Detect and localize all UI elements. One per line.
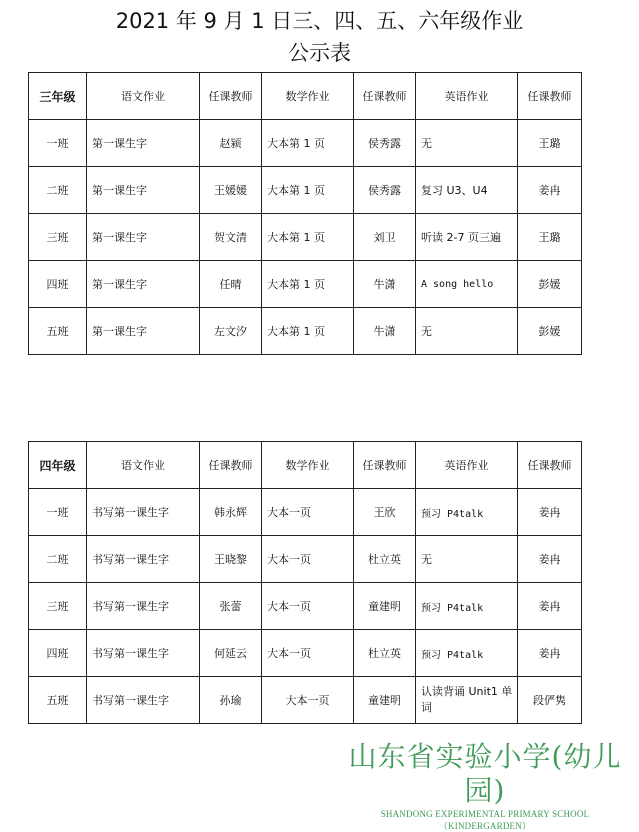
math-teacher: 牛潇 [354,308,416,355]
chinese-teacher: 韩永辉 [200,489,262,536]
english-teacher: 姜冉 [518,167,582,214]
chinese-homework: 第一课生字 [87,261,200,308]
school-name-english: SHANDONG EXPERIMENTAL PRIMARY SCHOOL（KINDERGARDEN） [380,809,590,831]
math-homework: 大本第 1 页 [262,261,354,308]
class-name: 一班 [29,120,87,167]
math-homework: 大本第 1 页 [262,308,354,355]
english-teacher: 王璐 [518,214,582,261]
math-homework-header: 数学作业 [262,73,354,120]
math-teacher-header: 任课教师 [354,442,416,489]
chinese-homework: 第一课生字 [87,167,200,214]
class-name: 四班 [29,261,87,308]
chinese-teacher: 任晴 [200,261,262,308]
english-homework: 听读 2-7 页三遍 [416,214,518,261]
grade-label: 四年级 [29,442,87,489]
math-homework: 大本一页 [262,583,354,630]
chinese-homework-header: 语文作业 [87,73,200,120]
chinese-teacher: 左文汐 [200,308,262,355]
english-homework: 无 [416,536,518,583]
class-name: 二班 [29,536,87,583]
table-row [29,536,582,583]
math-teacher: 牛潇 [354,261,416,308]
class-name: 二班 [29,167,87,214]
english-teacher-header: 任课教师 [518,442,582,489]
math-homework: 大本一页 [262,489,354,536]
table-row [29,583,582,630]
english-homework: 预习 P4talk [416,630,518,677]
english-teacher: 姜冉 [518,489,582,536]
chinese-homework: 第一课生字 [87,308,200,355]
chinese-teacher: 王媛媛 [200,167,262,214]
school-name-chinese: 山东省实验小学(幼儿园) [348,740,622,807]
math-teacher: 刘卫 [354,214,416,261]
chinese-teacher: 赵颍 [200,120,262,167]
english-homework: 认读背诵 Unit1 单词 [416,677,518,724]
table-row [29,120,582,167]
chinese-teacher-header: 任课教师 [200,442,262,489]
chinese-homework: 书写第一课生字 [87,536,200,583]
english-teacher: 姜冉 [518,583,582,630]
english-teacher: 姜冉 [518,630,582,677]
english-homework-header: 英语作业 [416,442,518,489]
english-homework: 无 [416,120,518,167]
page-subtitle: 公示表 [288,41,351,65]
english-teacher: 彭媛 [518,261,582,308]
chinese-homework: 书写第一课生字 [87,489,200,536]
class-name: 三班 [29,214,87,261]
math-teacher: 童建明 [354,583,416,630]
math-teacher: 杜立英 [354,630,416,677]
math-teacher-header: 任课教师 [354,73,416,120]
chinese-homework: 书写第一课生字 [87,677,200,724]
chinese-teacher: 贺文清 [200,214,262,261]
page-title: 2021 年 9 月 1 日三、四、五、六年级作业 [115,9,524,33]
chinese-homework: 第一课生字 [87,214,200,261]
chinese-teacher: 张蕾 [200,583,262,630]
english-teacher: 王璐 [518,120,582,167]
class-name: 五班 [29,308,87,355]
english-teacher: 彭媛 [518,308,582,355]
english-homework-header: 英语作业 [416,73,518,120]
table-header-row [29,73,582,120]
english-homework: 复习 U3、U4 [416,167,518,214]
math-homework: 大本一页 [262,630,354,677]
class-name: 五班 [29,677,87,724]
math-homework: 大本第 1 页 [262,214,354,261]
chinese-teacher: 何延云 [200,630,262,677]
english-homework: 预习 P4talk [416,583,518,630]
table-row [29,630,582,677]
math-teacher: 侯秀露 [354,120,416,167]
class-name: 一班 [29,489,87,536]
grade-label: 三年级 [29,73,87,120]
table-header-row [29,442,582,489]
grade3-homework-table [28,72,582,355]
english-teacher: 段俨隽 [518,677,582,724]
class-name: 四班 [29,630,87,677]
school-logo-watermark [340,740,630,832]
math-teacher: 侯秀露 [354,167,416,214]
english-homework: A song hello [416,261,518,308]
table-row [29,167,582,214]
table-row [29,308,582,355]
table-row [29,214,582,261]
math-homework: 大本一页 [262,677,354,724]
chinese-teacher: 王晓黎 [200,536,262,583]
math-homework: 大本第 1 页 [262,120,354,167]
english-teacher-header: 任课教师 [518,73,582,120]
chinese-homework: 第一课生字 [87,120,200,167]
math-teacher: 王欣 [354,489,416,536]
english-homework: 预习 P4talk [416,489,518,536]
math-homework-header: 数学作业 [262,442,354,489]
math-homework: 大本一页 [262,536,354,583]
chinese-homework: 书写第一课生字 [87,630,200,677]
english-teacher: 姜冉 [518,536,582,583]
math-teacher: 杜立英 [354,536,416,583]
table-row [29,489,582,536]
chinese-teacher: 孙瑜 [200,677,262,724]
chinese-teacher-header: 任课教师 [200,73,262,120]
math-homework: 大本第 1 页 [262,167,354,214]
table-row [29,677,582,724]
table-row [29,261,582,308]
chinese-homework: 书写第一课生字 [87,583,200,630]
class-name: 三班 [29,583,87,630]
chinese-homework-header: 语文作业 [87,442,200,489]
grade4-homework-table [28,441,582,724]
english-homework: 无 [416,308,518,355]
math-teacher: 童建明 [354,677,416,724]
